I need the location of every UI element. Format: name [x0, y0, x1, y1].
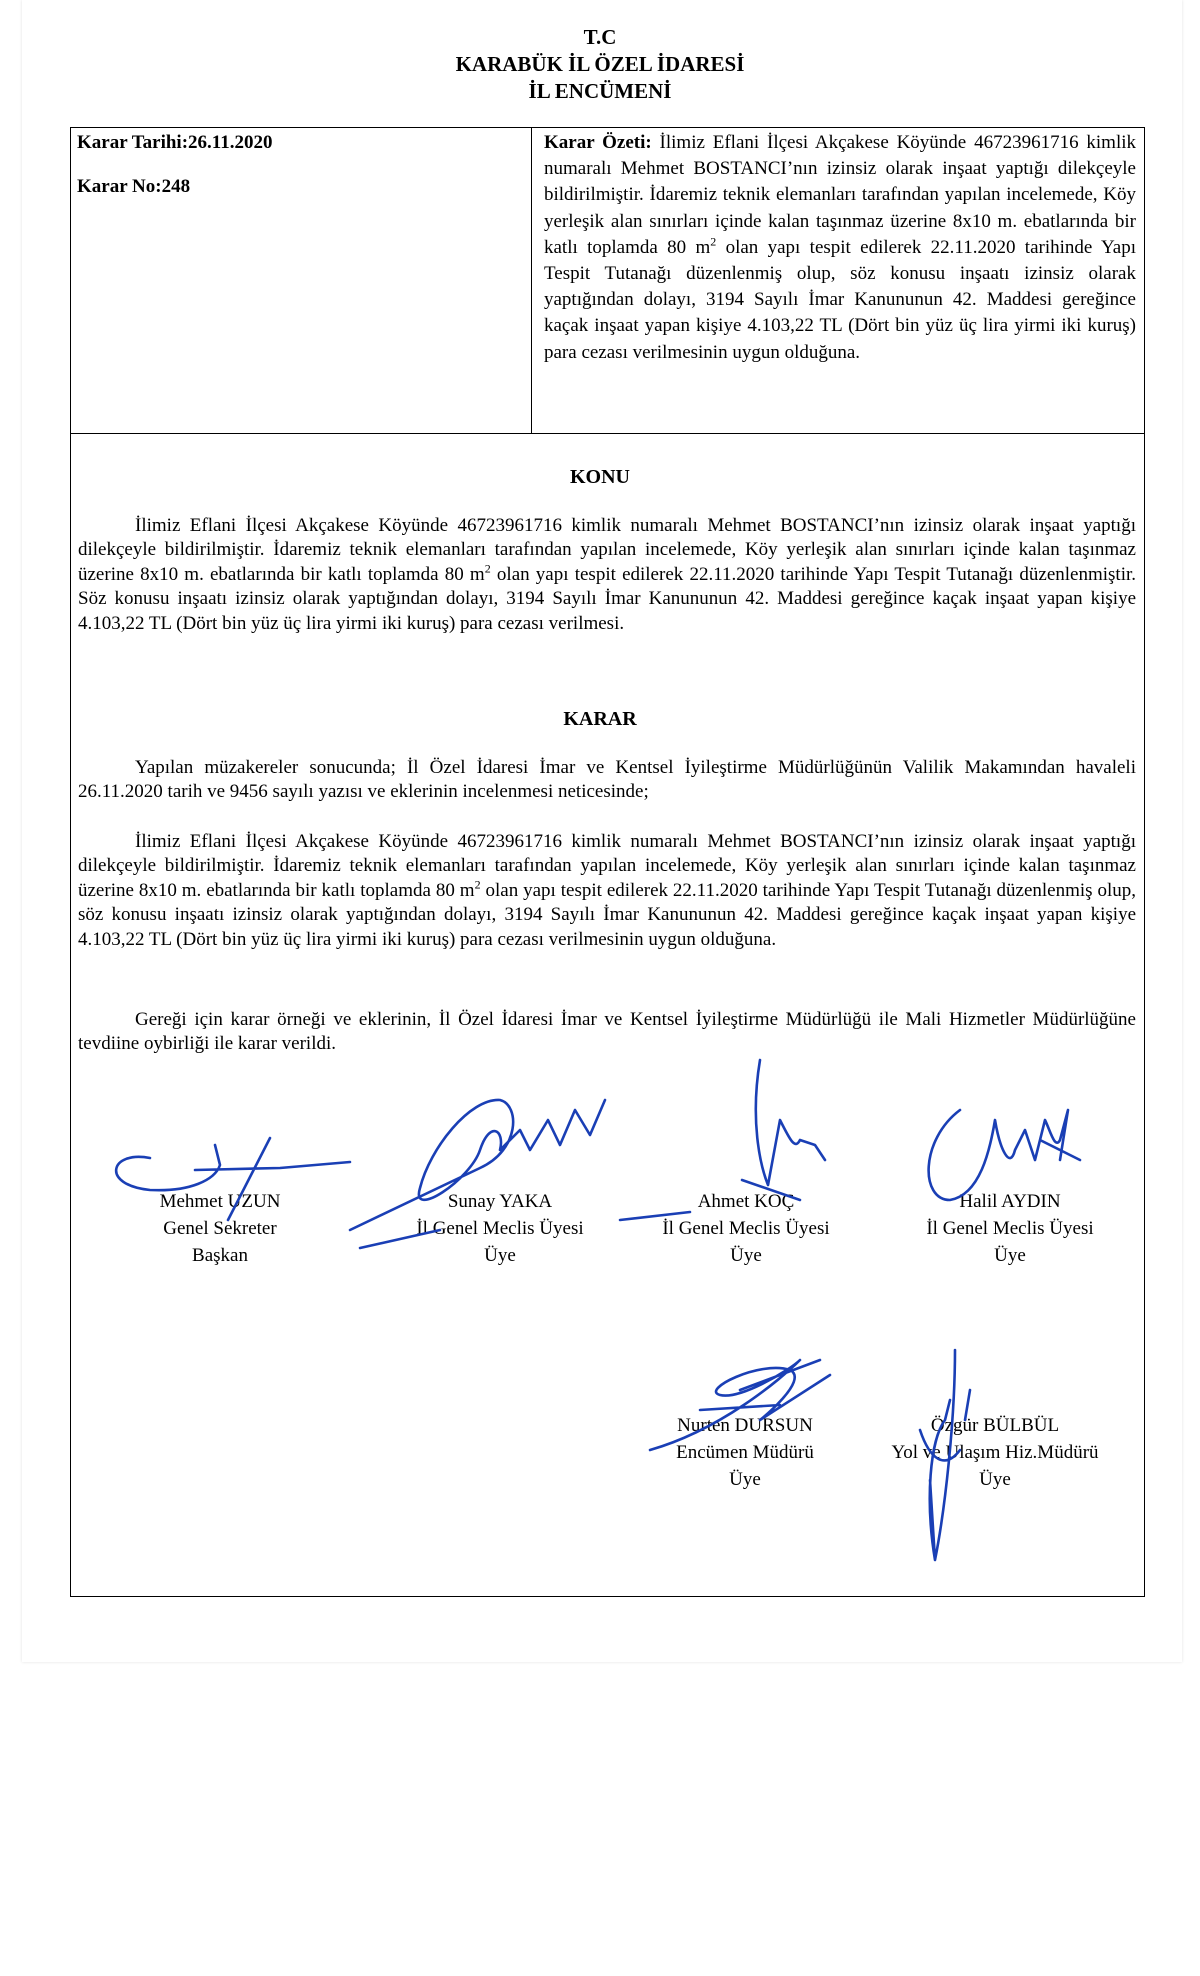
summary-text-part2: olan yapı tespit edilerek 22.11.2020 tarihinde Yapı Tespit Tutanağı düzenlenmiş olup, söz konusu inşaatı izinsiz olarak yaptığından dolayı, 3194 Sayılı İmar Kanununun 42. Maddesi gereğince kaçak inşaat yapan kişiye 4.103,22 TL (Dört bin yüz üç lira yirmi iki kuruş) para cezası verilmesinin uygun olduğuna.: [544, 236, 1136, 363]
decision-number: Karar No:248: [77, 176, 191, 197]
signatory-title: İl Genel Meclis Üyesi: [662, 1218, 830, 1239]
summary-label: Karar Özeti:: [544, 132, 652, 153]
signature-mark-5: [650, 1360, 830, 1450]
signatory-title: Encümen Müdürü: [676, 1442, 814, 1463]
signatory-role: Üye: [730, 1245, 762, 1266]
signatory-role: Üye: [729, 1469, 761, 1490]
signatory-name: Özgür BÜLBÜL: [930, 1415, 1060, 1436]
header-council: İL ENCÜMENİ: [528, 79, 672, 103]
konu-superscript: 2: [484, 561, 491, 576]
signatory-title: İl Genel Meclis Üyesi: [926, 1218, 1094, 1239]
karar-paragraph-2-part1: İlimiz Eflani İlçesi Akçakese Köyünde 46723961716 kimlik numaralı Mehmet BOSTANCI’nın izinsiz olarak inşaat yaptığı dilekçeyle bildirilmiştir. İdaremiz teknik elemanları tarafından yapılan incelemede, Köy yerleşik alan sınırları içinde kalan taşınmaz üzerine 8x10 m. ebatlarında bir katlı toplamda 80 m: [78, 831, 1136, 901]
signatory-name: Ahmet KOÇ: [697, 1191, 795, 1212]
karar-paragraph-3: Gereği için karar örneği ve eklerinin, İl Özel İdaresi İmar ve Kentsel İyileştirme Müdürlüğü ile Mali Hizmetler Müdürlüğüne tevdiine oybirliği ile karar verildi.: [78, 1009, 1136, 1055]
karar-paragraph-1: Yapılan müzakereler sonucunda; İl Özel İdaresi İmar ve Kentsel İyileştirme Müdürlüğünün Valilik Makamından havaleli 26.11.2020 tarih ve 9456 sayılı yazısı ve eklerinin incelenmesi neticesinde;: [78, 757, 1136, 803]
signature-mark-2: [350, 1100, 605, 1248]
signatory-name: Sunay YAKA: [447, 1191, 553, 1212]
header-institution: KARABÜK İL ÖZEL İDARESİ: [455, 52, 745, 76]
signatory-title: İl Genel Meclis Üyesi: [416, 1218, 584, 1239]
signature-mark-4: [929, 1110, 1080, 1200]
header-tc: T.C: [583, 25, 617, 49]
signature-mark-3: [620, 1060, 825, 1220]
konu-title: KONU: [570, 466, 630, 488]
signatory-title: Genel Sekreter: [163, 1218, 277, 1239]
signatory-role: Üye: [994, 1245, 1026, 1266]
signatory-role: Üye: [979, 1469, 1011, 1490]
signatory-name: Nurten DURSUN: [677, 1415, 813, 1436]
decision-date: Karar Tarihi:26.11.2020: [77, 132, 273, 153]
summary-superscript: 2: [710, 234, 717, 249]
summary-text-part1: İlimiz Eflani İlçesi Akçakese Köyünde 46723961716 kimlik numaralı Mehmet BOSTANCI’nın izinsiz olarak inşaat yaptığı dilekçeyle bildirilmiştir. İdaremiz teknik elemanları tarafından yapılan incelemede, Köy yerleşik alan sınırları içinde kalan taşınmaz üzerine 8x10 m. ebatlarında bir katlı toplamda 80 m: [544, 132, 1137, 258]
signatory-role: Başkan: [192, 1245, 248, 1266]
karar-title: KARAR: [563, 708, 637, 730]
signature-mark-6: [920, 1350, 970, 1560]
signatory-role: Üye: [484, 1245, 516, 1266]
signatory-name: Mehmet UZUN: [159, 1191, 281, 1212]
konu-text-part2: olan yapı tespit edilerek 22.11.2020 tarihinde Yapı Tespit Tutanağı düzenlenmiştir. Söz konusu inşaatı izinsiz olarak yaptığından dolayı, 3194 Sayılı İmar Kanununun 42. Maddesi gereğince kaçak inşaat yapan kişiye 4.103,22 TL (Dört bin yüz üç lira yirmi iki kuruş) para cezası verilmesi.: [78, 563, 1136, 634]
signatory-title: Yol ve Ulaşım Hiz.Müdürü: [891, 1442, 1099, 1463]
karar-paragraph-2-part2: olan yapı tespit edilerek 22.11.2020 tarihinde Yapı Tespit Tutanağı düzenlenmiş olup, söz konusu inşaatı izinsiz olarak yaptığından dolayı, 3194 Sayılı İmar Kanununun 42. Maddesi gereğince kaçak inşaat yapan kişiye 4.103,22 TL (Dört bin yüz üç lira yirmi iki kuruş) para cezası verilmesinin uygun olduğuna.: [78, 879, 1137, 950]
konu-text-part1: İlimiz Eflani İlçesi Akçakese Köyünde 46723961716 kimlik numaralı Mehmet BOSTANCI’nın izinsiz olarak inşaat yaptığı dilekçeyle bildirilmiştir. İdaremiz teknik elemanları tarafından yapılan incelemede, Köy yerleşik alan sınırları içinde kalan taşınmaz üzerine 8x10 m. ebatlarında bir katlı toplamda 80 m: [78, 515, 1136, 585]
karar-paragraph-2-superscript: 2: [474, 877, 481, 892]
signatory-name: Halil AYDIN: [959, 1191, 1061, 1212]
signature-mark-1: [116, 1138, 350, 1220]
